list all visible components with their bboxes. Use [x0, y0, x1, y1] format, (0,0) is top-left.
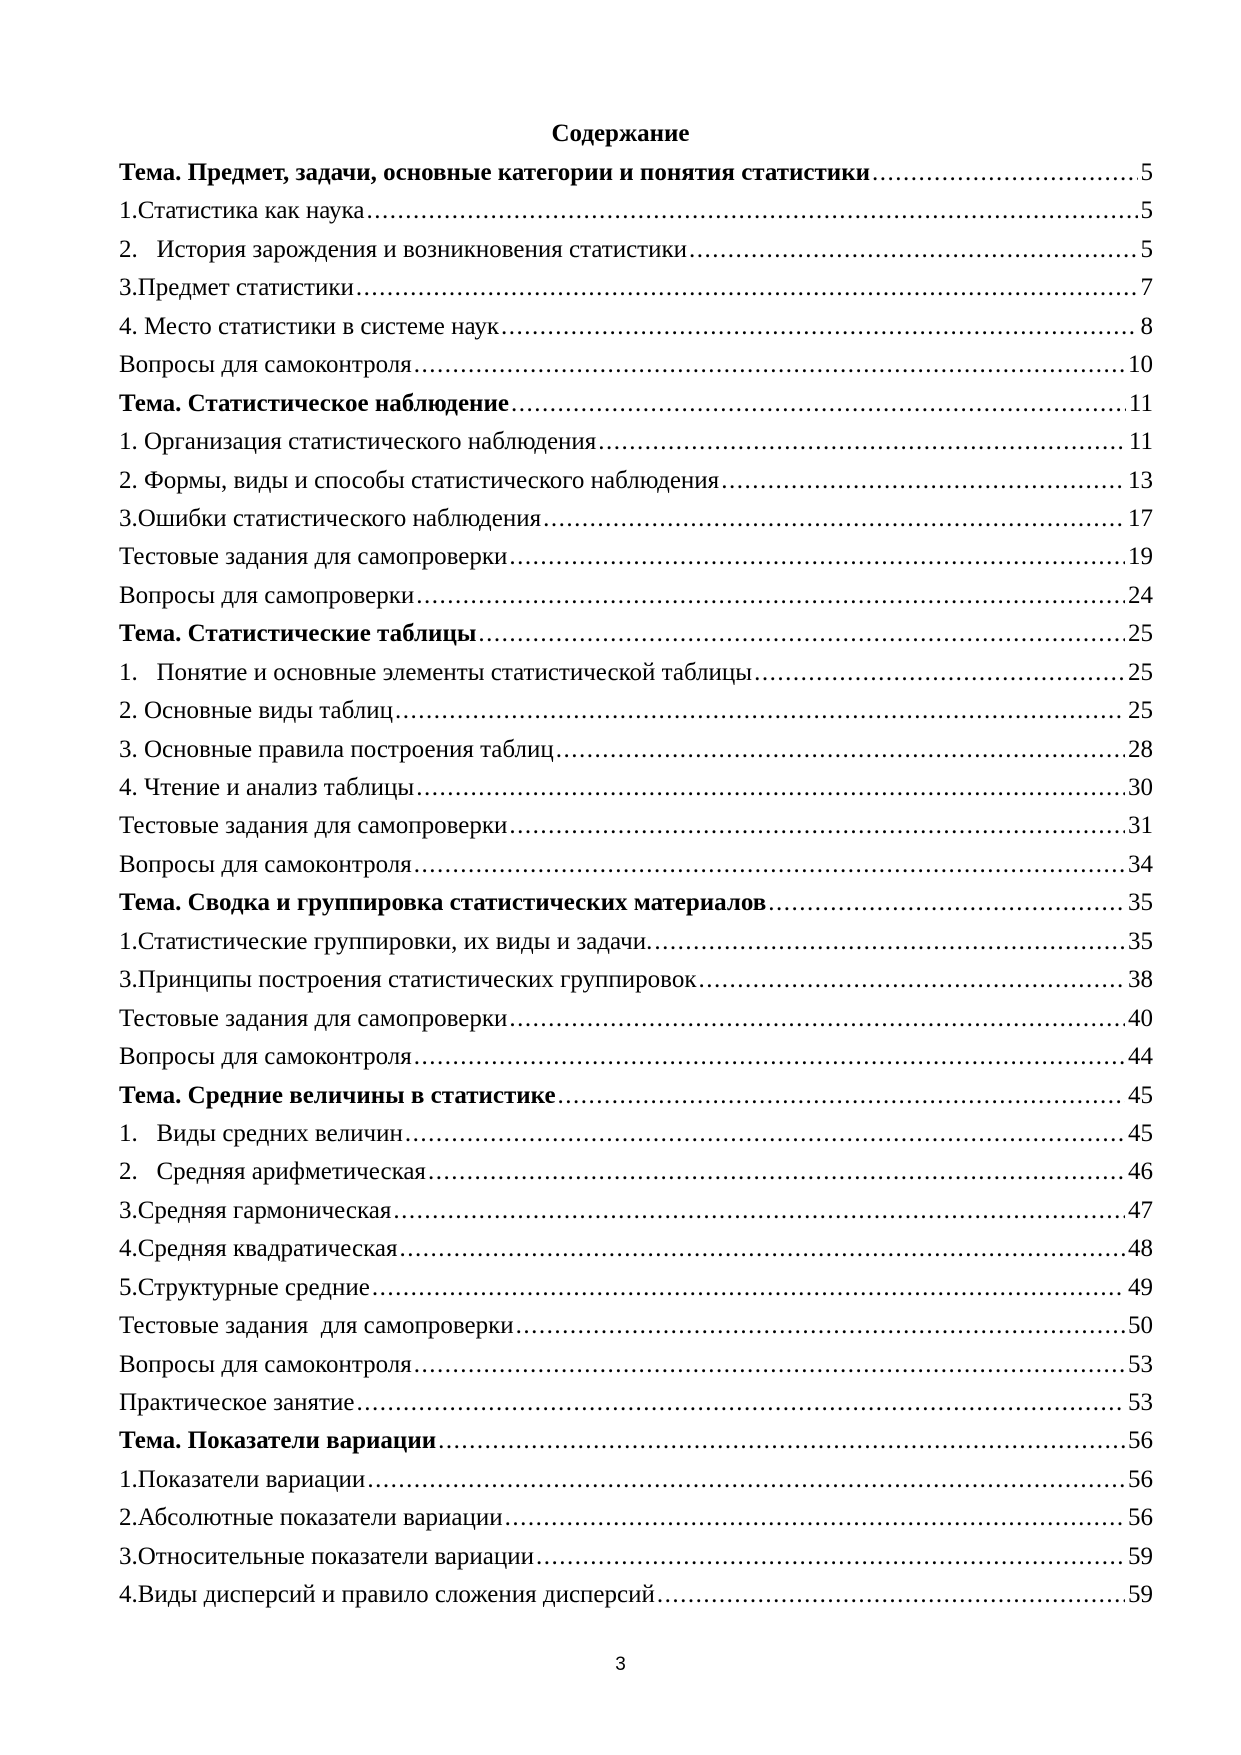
toc-entry-title: 4. Место статистики в системе наук: [119, 312, 499, 340]
toc-entry-page: 19: [1128, 543, 1153, 571]
toc-entry-title: 1. Понятие и основные элементы статистической таблицы: [119, 658, 753, 686]
toc-topic-heading: [119, 1079, 1153, 1117]
toc-entry-title: Тема. Статистические таблицы: [119, 620, 477, 648]
toc-topic-heading: [119, 617, 1153, 655]
toc-entry-page: 25: [1128, 658, 1153, 686]
toc-entry-title: Тестовые задания для самопроверки: [119, 1312, 514, 1340]
toc-entry-title: 3. Основные правила построения таблиц: [119, 735, 554, 763]
toc-entry: [119, 310, 1153, 348]
toc-entry-title: 3.Предмет статистики: [119, 274, 354, 302]
toc-entry: [119, 925, 1153, 963]
toc-entry-title: Тестовые задания для самопроверки: [119, 1004, 508, 1032]
toc-dot-leader: [509, 809, 1125, 843]
toc-entry: [119, 1271, 1153, 1309]
toc-entry-page: 31: [1128, 812, 1153, 840]
toc-dot-leader: [516, 1309, 1125, 1343]
toc-entry-page: 8: [1140, 312, 1153, 340]
toc-entry-page: 25: [1128, 697, 1153, 725]
toc-list: [119, 156, 1153, 1617]
toc-dot-leader: [505, 1501, 1125, 1535]
toc-entry: [119, 1040, 1153, 1078]
toc-entry: [119, 1232, 1153, 1270]
toc-entry-title: 4.Виды дисперсий и правило сложения дисперсий: [119, 1581, 655, 1609]
toc-dot-leader: [372, 1271, 1125, 1305]
toc-entry: [119, 809, 1153, 847]
toc-entry: [119, 1463, 1153, 1501]
toc-entry-page: 56: [1128, 1504, 1153, 1532]
toc-dot-leader: [414, 1348, 1125, 1382]
toc-entry-title: Вопросы для самопроверки: [119, 581, 415, 609]
toc-topic-heading: [119, 886, 1153, 924]
toc-entry-page: 59: [1128, 1581, 1153, 1609]
toc-dot-leader: [721, 464, 1125, 498]
toc-dot-leader: [356, 1386, 1125, 1420]
toc-entry-page: 53: [1128, 1389, 1153, 1416]
toc-entry-page: 25: [1128, 620, 1153, 648]
toc-entry: [119, 1501, 1153, 1539]
toc-entry-title: Практическое занятие: [119, 1389, 355, 1416]
toc-entry-page: 5: [1140, 235, 1153, 263]
toc-entry-page: 28: [1128, 735, 1153, 763]
toc-entry-title: Тема. Сводка и группировка статистических материалов: [119, 889, 767, 917]
toc-dot-leader: [428, 1155, 1125, 1189]
toc-dot-leader: [558, 1079, 1125, 1113]
toc-dot-leader: [416, 771, 1125, 805]
toc-dot-leader: [872, 156, 1137, 190]
toc-entry: [119, 194, 1153, 232]
toc-entry: [119, 502, 1153, 540]
toc-entry: [119, 1348, 1153, 1386]
toc-entry-page: 11: [1128, 389, 1153, 417]
toc-entry: [119, 233, 1153, 271]
toc-entry-page: 56: [1128, 1427, 1153, 1455]
toc-entry-page: 46: [1128, 1158, 1153, 1186]
toc-entry-page: 35: [1128, 889, 1153, 917]
toc-entry-title: 1.Статистика как наука: [119, 197, 365, 225]
toc-entry-page: 11: [1128, 428, 1153, 456]
toc-entry-page: 40: [1128, 1004, 1153, 1032]
toc-entry-page: 24: [1128, 581, 1153, 609]
toc-entry-page: 35: [1128, 927, 1153, 955]
toc-dot-leader: [414, 348, 1125, 382]
toc-entry-title: 3.Средняя гармоническая: [119, 1196, 392, 1224]
toc-dot-leader: [501, 310, 1138, 344]
toc-entry-page: 45: [1128, 1119, 1153, 1147]
toc-entry-page: 47: [1128, 1196, 1153, 1224]
toc-title: Содержание: [551, 120, 690, 147]
toc-entry-page: 48: [1128, 1235, 1153, 1263]
toc-entry-title: Тема. Статистическое наблюдение: [119, 389, 509, 417]
toc-dot-leader: [356, 271, 1138, 305]
toc-entry: [119, 733, 1153, 771]
toc-dot-leader: [754, 656, 1125, 690]
toc-entry-page: 34: [1128, 850, 1153, 878]
toc-entry-page: 10: [1128, 351, 1153, 379]
toc-entry-title: 3.Ошибки статистического наблюдения: [119, 504, 542, 532]
toc-entry-title: 1.Статистические группировки, их виды и задачи.: [119, 927, 653, 955]
toc-entry: [119, 1002, 1153, 1040]
toc-dot-leader: [478, 617, 1125, 651]
toc-entry-title: Тема. Средние величины в статистике: [119, 1081, 556, 1109]
page-number: 3: [615, 1654, 626, 1675]
toc-entry-title: Тестовые задания для самопроверки: [119, 543, 508, 571]
toc-entry: [119, 1117, 1153, 1155]
toc-dot-leader: [698, 963, 1125, 997]
toc-entry: [119, 1540, 1153, 1578]
toc-entry: [119, 1386, 1153, 1424]
toc-entry: [119, 771, 1153, 809]
toc-entry-page: 5: [1140, 159, 1153, 186]
toc-topic-heading: [119, 387, 1153, 425]
toc-dot-leader: [509, 1002, 1125, 1036]
toc-topic-heading: [119, 156, 1153, 194]
toc-entry: [119, 1155, 1153, 1193]
toc-entry: [119, 963, 1153, 1001]
toc-dot-leader: [367, 1463, 1125, 1497]
toc-dot-leader: [768, 886, 1125, 920]
toc-entry-title: 1. Виды средних величин: [119, 1119, 403, 1147]
toc-entry-title: 2. История зарождения и возникновения статистики: [119, 235, 688, 263]
toc-entry: [119, 694, 1153, 732]
toc-entry: [119, 271, 1153, 309]
toc-dot-leader: [654, 925, 1125, 959]
toc-entry-page: 44: [1128, 1043, 1153, 1071]
toc-entry-title: 3.Относительные показатели вариации: [119, 1542, 535, 1570]
toc-entry-page: 56: [1128, 1465, 1153, 1493]
toc-entry-page: 59: [1128, 1542, 1153, 1570]
toc-entry: [119, 579, 1153, 617]
toc-entry-title: 4. Чтение и анализ таблицы: [119, 774, 415, 801]
toc-dot-leader: [556, 733, 1125, 767]
toc-dot-leader: [598, 425, 1126, 459]
toc-entry: [119, 464, 1153, 502]
toc-entry: [119, 348, 1153, 386]
toc-dot-leader: [416, 579, 1125, 613]
toc-entry-page: 13: [1128, 466, 1153, 494]
toc-dot-leader: [657, 1578, 1125, 1612]
toc-dot-leader: [393, 1194, 1125, 1228]
toc-entry-title: 1.Показатели вариации: [119, 1465, 366, 1493]
toc-entry-page: 17: [1128, 504, 1153, 532]
toc-entry-page: 5: [1140, 197, 1153, 225]
toc-entry-title: 2. Формы, виды и способы статистического наблюдения: [119, 466, 720, 494]
toc-dot-leader: [509, 540, 1125, 574]
toc-entry-title: Вопросы для самоконтроля: [119, 351, 412, 379]
toc-entry-title: Тема. Показатели вариации: [119, 1427, 437, 1455]
toc-dot-leader: [414, 848, 1125, 882]
toc-entry-title: 3.Принципы построения статистических группировок: [119, 966, 697, 994]
toc-entry-page: 49: [1128, 1273, 1153, 1301]
toc-entry-page: 30: [1128, 774, 1153, 801]
toc-entry-page: 45: [1128, 1081, 1153, 1109]
toc-dot-leader: [405, 1117, 1125, 1151]
toc-entry-page: 50: [1128, 1312, 1153, 1340]
toc-topic-heading: [119, 1424, 1153, 1462]
toc-entry: [119, 1578, 1153, 1616]
toc-dot-leader: [438, 1424, 1125, 1458]
toc-entry-title: Вопросы для самоконтроля: [119, 1043, 412, 1071]
toc-entry-page: 53: [1128, 1350, 1153, 1378]
toc-entry-title: 5.Структурные средние: [119, 1273, 370, 1301]
toc-dot-leader: [395, 694, 1125, 728]
toc-entry: [119, 848, 1153, 886]
toc-entry-title: Вопросы для самоконтроля: [119, 1350, 412, 1378]
toc-dot-leader: [366, 194, 1137, 228]
toc-dot-leader: [414, 1040, 1125, 1074]
toc-entry-title: 2. Средняя арифметическая: [119, 1158, 426, 1186]
toc-entry-title: 2. Основные виды таблиц: [119, 697, 393, 725]
toc-entry-title: Тема. Предмет, задачи, основные категории и понятия статистики: [119, 159, 871, 186]
toc-dot-leader: [536, 1540, 1125, 1574]
toc-entry: [119, 1309, 1153, 1347]
toc-entry-title: Тестовые задания для самопроверки: [119, 812, 508, 840]
toc-entry-title: 2.Абсолютные показатели вариации: [119, 1504, 503, 1532]
toc-dot-leader: [689, 233, 1137, 267]
toc-entry: [119, 1194, 1153, 1232]
toc-entry: [119, 656, 1153, 694]
toc-entry-page: 7: [1140, 274, 1153, 302]
toc-entry-title: Вопросы для самоконтроля: [119, 850, 412, 878]
toc-entry-title: 4.Средняя квадратическая: [119, 1235, 398, 1263]
toc-entry-title: 1. Организация статистического наблюдения: [119, 428, 597, 456]
toc-entry-page: 38: [1128, 966, 1153, 994]
toc-dot-leader: [399, 1232, 1125, 1266]
toc-entry: [119, 425, 1153, 463]
toc-dot-leader: [543, 502, 1125, 536]
toc-entry: [119, 540, 1153, 578]
toc-dot-leader: [511, 387, 1126, 421]
